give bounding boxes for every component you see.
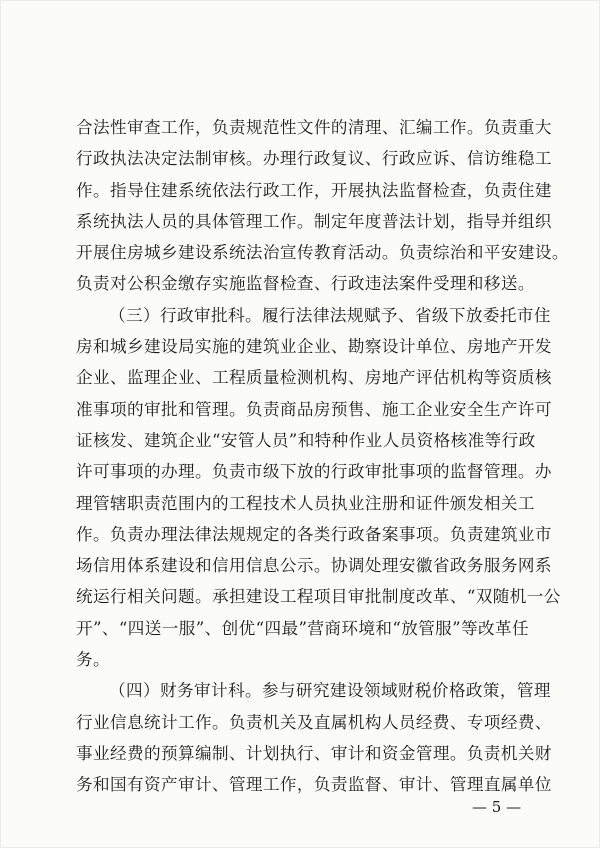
text-line: 企业、监理企业、工程质量检测机构、房地产评估机构等资质核 bbox=[76, 368, 552, 388]
text-line: 证核发、建筑企业“安管人员”和特种作业人员资格核准等行政 bbox=[76, 430, 536, 450]
text-line: 事业经费的预算编制、计划执行、审计和资金管理。负责机关财 bbox=[76, 743, 552, 763]
text-line: 行政执法决定法制审核。办理行政复议、行政应诉、信访维稳工 bbox=[76, 149, 552, 169]
text-line: 开展住房城乡建设系统法治宣传教育活动。负责综治和平安建设。 bbox=[76, 243, 569, 263]
text-line: 务和国有资产审计、管理工作，负责监督、审计、管理直属单位 bbox=[76, 775, 552, 795]
paragraph-start-line: （三）行政审批科。履行法律法规赋予、省级下放委托市住 bbox=[109, 305, 551, 325]
text-line: 准事项的审批和管理。负责商品房预售、施工企业安全生产许可 bbox=[76, 399, 552, 419]
text-line: 作。负责办理法律法规规定的各类行政备案事项。负责建筑业市 bbox=[76, 524, 552, 544]
text-line: 场信用体系建设和信用信息公示。协调处理安徽省政务服务网系 bbox=[76, 556, 552, 576]
text-line: 行业信息统计工作。负责机关及直属机构人员经费、专项经费、 bbox=[76, 712, 552, 732]
page-number: — 5 — bbox=[472, 798, 522, 816]
text-line: 合法性审查工作，负责规范性文件的清理、汇编工作。负责重大 bbox=[76, 118, 552, 137]
text-line: 理管辖职责范围内的工程技术人员执业注册和证件颁发相关工 bbox=[76, 493, 535, 513]
text-line: 统运行相关问题。承担建设工程项目审批制度改革、“双随机一公 bbox=[76, 587, 561, 607]
text-line: 负责对公积金缴存实施监督检查、行政违法案件受理和移送。 bbox=[76, 274, 535, 294]
text-line: 开”、“四送一服”、创优“四最”营商环境和“放管服”等改革任 bbox=[76, 618, 530, 638]
document-body bbox=[76, 112, 569, 801]
paragraph-start-line: （四）财务审计科。参与研究建设领域财税价格政策，管理 bbox=[109, 681, 551, 701]
text-line: 作。指导住建系统依法行政工作，开展执法监督检查，负责住建 bbox=[76, 180, 552, 200]
text-line: 系统执法人员的具体管理工作。制定年度普法计划，指导并组织 bbox=[76, 211, 552, 231]
text-line: 务。 bbox=[76, 650, 110, 670]
text-line: 许可事项的办理。负责市级下放的行政审批事项的监督管理。办 bbox=[76, 462, 552, 482]
text-line: 房和城乡建设局实施的建筑业企业、勘察设计单位、房地产开发 bbox=[76, 337, 552, 357]
